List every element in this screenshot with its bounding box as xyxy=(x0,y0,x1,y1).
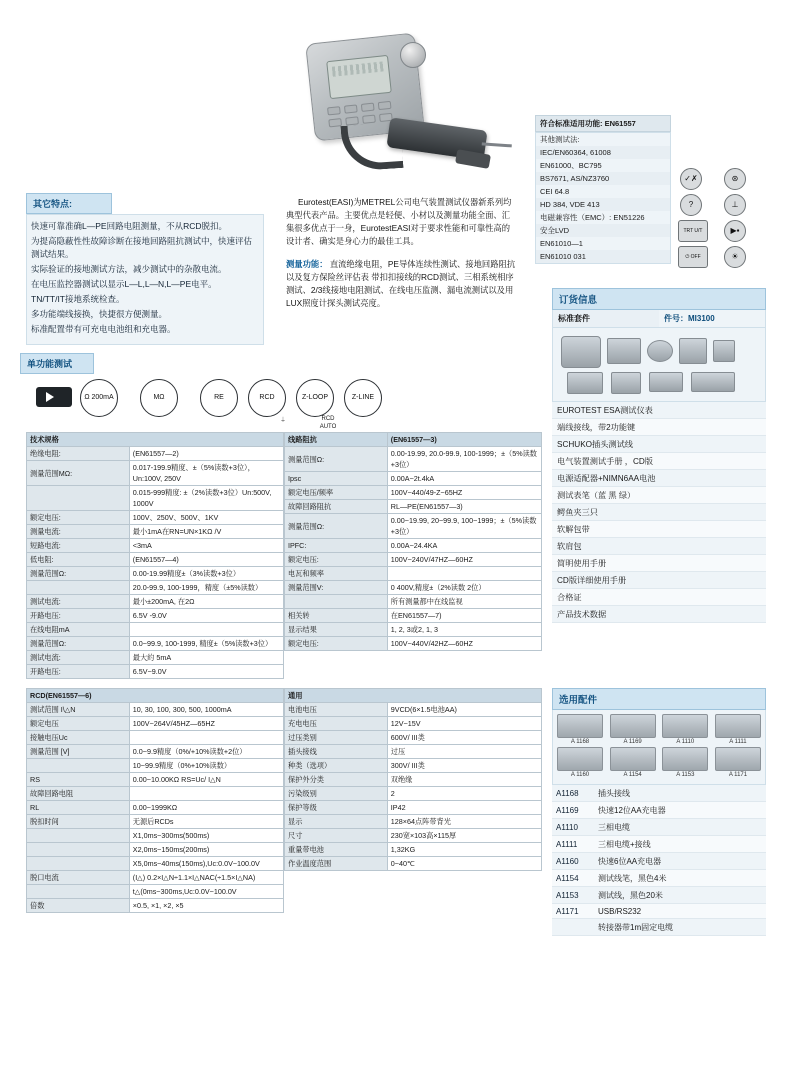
spec-val: (I△) 0.2×I△N÷1.1×I△NAC(÷1.5×I△NA) xyxy=(129,871,283,885)
spec-key xyxy=(27,885,130,899)
accessory-thumb xyxy=(557,714,603,745)
standards-header: 符合标准适用功能: EN61557 xyxy=(535,115,671,132)
standards-row: EN61000、BC795 xyxy=(540,161,602,170)
spec-key: 绝缘电阻: xyxy=(27,447,130,461)
spec-key: 重量带电池 xyxy=(285,843,388,857)
spec-val: 过压 xyxy=(387,745,541,759)
features-box xyxy=(26,193,264,345)
table-row xyxy=(552,887,766,904)
measure-functions xyxy=(286,258,518,310)
spec-val: 0.00A~2t.4kA xyxy=(387,472,541,486)
table-row xyxy=(552,785,766,802)
spec-key xyxy=(27,843,130,857)
spec-key: IPFC: xyxy=(285,539,388,553)
spec-key: 尺寸 xyxy=(285,829,388,843)
spec-key: 测试电流: xyxy=(27,595,130,609)
spec-key xyxy=(27,857,130,871)
table-row xyxy=(552,836,766,853)
spec-val: 最小1mA在RN=UN×1KΩ /V xyxy=(129,525,283,539)
intro-text xyxy=(286,196,518,310)
table-row xyxy=(552,802,766,819)
spec-table-impedance xyxy=(284,432,542,651)
accessory-thumb-code: A 1111 xyxy=(729,739,747,745)
table-row xyxy=(552,904,766,919)
instrument-display xyxy=(326,55,392,99)
measure-functions-label: 测量功能： xyxy=(286,259,328,269)
spec-key: 额定电压 xyxy=(27,717,130,731)
spec-val: X2,0ms~150ms(200ms) xyxy=(129,843,283,857)
spec-val: 100V、250V、500V、1KV xyxy=(129,511,283,525)
accessories-title: 选用配件 xyxy=(552,688,766,710)
single-function-test-strip xyxy=(20,359,400,430)
spec-val: 无源后RCDs xyxy=(129,815,283,829)
spec-title-code: (EN61557—3) xyxy=(387,433,541,447)
spec-val: 6.5V -9.0V xyxy=(129,609,283,623)
spec-title: 技术规格 xyxy=(27,433,284,447)
spec-val: ×0.5, ×1, ×2, ×5 xyxy=(129,899,283,913)
accessory-thumb-code: A 1110 xyxy=(676,739,695,745)
spec-val: 9VCD(6×1.5电池AA) xyxy=(387,703,541,717)
spec-val: 0.00~10.00KΩ RS=Uc/ I△N xyxy=(129,773,283,787)
kit-item: 鳄鱼夹三只 xyxy=(552,504,766,521)
spec-val: 230宽×103高×115厚 xyxy=(387,829,541,843)
spec-key: 保护等级 xyxy=(285,801,388,815)
kit-items-list xyxy=(552,402,766,623)
kit-item: 端线接线，带2功能键 xyxy=(552,419,766,436)
spec-val: 双绝缘 xyxy=(387,773,541,787)
spec-key: 测量范围Ω: xyxy=(27,637,130,651)
spec-key: RL xyxy=(27,801,130,815)
feature-line: 在电压监控器测试以显示L—L,L—N,L—PE电平。 xyxy=(31,279,217,289)
trt-icon: TRT U/T xyxy=(678,220,708,242)
product-photo xyxy=(280,28,520,188)
kit-item: EUROTEST ESA测试仪表 xyxy=(552,402,766,419)
spec-val: 0.00-19.99精度±（3%读数+3位） xyxy=(129,567,283,581)
spec-key: 种类（选项） xyxy=(285,759,388,773)
spec-title: 线路阻抗 xyxy=(285,433,388,447)
standards-row: IEC/EN60364, 61008 xyxy=(536,146,670,159)
spec-key xyxy=(27,486,130,511)
spec-key: 额定电压: xyxy=(285,637,388,651)
spec-table-general xyxy=(284,688,542,871)
spec-key: 测试电流: xyxy=(27,651,130,665)
spec-key: 相关转 xyxy=(285,609,388,623)
rcd-auto-label: RCD AUTO xyxy=(319,416,337,430)
spec-val: X5,0ms~40ms(150ms),Uc:0.0V~100.0V xyxy=(129,857,283,871)
table-row xyxy=(552,853,766,870)
memory-icon: ▶▪ xyxy=(724,220,746,242)
spec-key: 接触电压Uc xyxy=(27,731,130,745)
accessory-name: 快速12位AA充电器 xyxy=(594,802,766,819)
spec-key: 测量范围Ω: xyxy=(285,447,388,472)
spec-val xyxy=(129,623,283,637)
spec-key: 脱口电流 xyxy=(27,871,130,885)
spec-key: 插头接线 xyxy=(285,745,388,759)
accessory-thumb-row xyxy=(557,714,761,745)
spec-val: (EN61557—2) xyxy=(129,447,283,461)
kit-header-row xyxy=(552,310,766,328)
accessory-code: A1168 xyxy=(552,785,594,802)
spec-key: 测量范围 [V] xyxy=(27,745,130,759)
kit-item: 软肩包 xyxy=(552,538,766,555)
spec-val xyxy=(387,567,541,581)
kit-photo xyxy=(552,328,766,402)
spec-val: 10~99.9精度（0%+10%读数） xyxy=(129,759,283,773)
spec-table-rcd xyxy=(26,688,284,913)
accessory-name: 三相电缆 xyxy=(594,819,766,836)
spec-key: 额定电压: xyxy=(285,553,388,567)
spec-key: 电瓦和频率 xyxy=(285,567,388,581)
measure-functions-text: 直流绝缘电阻，PE导体连续性测试、接地回路阻抗以及复方保险丝评估表 带扣扣接线的RCD测试、三相系统相序测试、2/3线接地电阻测试、在线电压监测、漏电流测试以及用LUX照度计探头测试亮度。 xyxy=(286,259,516,308)
spec-val: 0.00~1999KΩ xyxy=(129,801,283,815)
table-row xyxy=(552,819,766,836)
accessory-name: 快速6位AA充电器 xyxy=(594,853,766,870)
kit-item: 电源适配器+NIMN6AA电池 xyxy=(552,470,766,487)
standards-row: EN61010 031 xyxy=(536,250,670,263)
accessory-code: A1169 xyxy=(552,802,594,819)
table-row xyxy=(552,919,766,936)
spec-key: 作业温度范围 xyxy=(285,857,388,871)
accessory-code: A1110 xyxy=(552,819,594,836)
accessory-thumb xyxy=(662,714,708,745)
rcd-icon: ⊛ xyxy=(724,168,746,190)
accessory-code: A1154 xyxy=(552,870,594,887)
features-title: 其它特点: xyxy=(26,193,112,214)
kit-item: 产品技术数据 xyxy=(552,606,766,623)
spec-val: t△(0ms~300ms,Uc:0.0V~100.0V xyxy=(129,885,283,899)
spec-val: 0.0~9.9精度（0%/+10%读数+2位） xyxy=(129,745,283,759)
spec-title: 通用 xyxy=(285,689,542,703)
accessory-thumb xyxy=(715,714,761,745)
accessory-name: 测试线笔，黑色4米 xyxy=(594,870,766,887)
spec-key: 额定电压: xyxy=(27,511,130,525)
features-body xyxy=(26,214,264,345)
standards-row: 安全LVD xyxy=(536,224,670,237)
accessory-thumb xyxy=(715,747,761,778)
kit-item: 软解包带 xyxy=(552,521,766,538)
accessory-thumb-code: A 1168 xyxy=(570,739,590,745)
accessories-table xyxy=(552,785,766,936)
probe-tip xyxy=(455,149,491,169)
accessory-thumb-code: A 1154 xyxy=(623,772,642,778)
accessory-thumb xyxy=(662,747,708,778)
accessories-box xyxy=(552,688,766,936)
spec-val: 128×64点阵带背光 xyxy=(387,815,541,829)
accessory-name: 转接器带1m固定电缆 xyxy=(594,919,766,936)
spec-val: 0.015-999精度: ±（2%读数+3位）Un:500V, 1000V xyxy=(129,486,283,511)
loop-icon: Z-LOOP xyxy=(296,379,334,417)
spec-title: RCD(EN61557—6) xyxy=(27,689,284,703)
no-trip-icon: ✓✗ xyxy=(680,168,702,190)
spec-val: 2 xyxy=(387,787,541,801)
kit-item: 合格证 xyxy=(552,589,766,606)
standards-row: HD 384, VDE 413 xyxy=(536,198,670,211)
standards-list xyxy=(535,132,671,264)
backlight-icon: ☀ xyxy=(724,246,746,268)
feature-line: 快速可靠准确L—PE回路电阻测量，不从RCD脱扣。 xyxy=(31,221,227,231)
ordering-info-box xyxy=(552,288,766,623)
spec-key xyxy=(285,595,388,609)
earth-icon: RE xyxy=(200,379,238,417)
accessory-name: USB/RS232 xyxy=(594,904,766,919)
kit-code: 件号：MI3100 xyxy=(659,310,765,327)
manual-thumb xyxy=(567,372,603,394)
insulation-icon: MΩ xyxy=(140,379,178,417)
spec-key: 测试范围 I\△N xyxy=(27,703,130,717)
standards-row: BS7671, AS/NZ3760 xyxy=(536,172,670,185)
accessory-thumb-code: A 1169 xyxy=(623,739,642,745)
kit-item: 电气装置测试手册 ，CD版 xyxy=(552,453,766,470)
carry-bag-thumb xyxy=(561,336,601,368)
rcd-test-icon: RCD xyxy=(248,379,286,417)
accessory-name: 三相电缆+接线 xyxy=(594,836,766,853)
spec-key: 低电阻: xyxy=(27,553,130,567)
cable-coil-thumb xyxy=(647,340,673,362)
spec-val: 最小±200mA, 在2Ω xyxy=(129,595,283,609)
zener-icon: ⊥ xyxy=(724,194,746,216)
spec-val: 最大約 5mA xyxy=(129,651,283,665)
feature-icon-cluster xyxy=(680,168,760,264)
spec-key: RS xyxy=(27,773,130,787)
spec-val: 100V~264V/45HZ—65HZ xyxy=(129,717,283,731)
spec-key: 测量电流: xyxy=(27,525,130,539)
continuity-icon: Ω 200mA xyxy=(80,379,118,417)
accessory-thumb-code: A 1160 xyxy=(570,772,590,778)
spec-key xyxy=(27,581,130,595)
spec-val: (EN61557—4) xyxy=(129,553,283,567)
spec-val xyxy=(129,731,283,745)
spec-key: 额定电压/频率 xyxy=(285,486,388,500)
spec-val: X1,0ms~300ms(500ms) xyxy=(129,829,283,843)
battery-thumb xyxy=(691,372,735,392)
feature-line: 为提高隐蔽性性故障诊断在接地回路阻抗测试中，快速评估测试结果。 xyxy=(31,236,253,259)
spec-key: 显示 xyxy=(285,815,388,829)
accessory-name: 插头接线 xyxy=(594,785,766,802)
accessory-thumb-code: A 1171 xyxy=(728,772,748,778)
spec-val: 20.0-99.9, 100-1999，精度（±5%读数） xyxy=(129,581,283,595)
accessory-thumb xyxy=(557,747,603,778)
spec-key xyxy=(27,829,130,843)
standards-box xyxy=(535,115,671,264)
spec-val: 在EN61557—7) xyxy=(387,609,541,623)
accessory-thumb xyxy=(610,714,656,745)
rotary-dial-icon xyxy=(400,42,426,68)
spec-val: 0.017-199.9精度、±（5%读数+3位），Un:100V, 250V xyxy=(129,461,283,486)
accessory-code: A1160 xyxy=(552,853,594,870)
cd-thumb xyxy=(649,372,683,392)
help-icon: ? xyxy=(680,194,702,216)
spec-val: 0.00~19.99, 20~99.9, 100~1999；±（5%读数+3位） xyxy=(387,514,541,539)
spec-val: 100V~240V/47HZ—60HZ xyxy=(387,553,541,567)
spec-val: 1,32KG xyxy=(387,843,541,857)
spec-key: 保护外分类 xyxy=(285,773,388,787)
accessory-thumb xyxy=(610,747,656,778)
feature-line: 多功能端线接换，快捷很方便测量。 xyxy=(31,309,168,319)
accessory-code: A1111 xyxy=(552,836,594,853)
charger-thumb xyxy=(713,340,735,362)
spec-key: 测量范围MΩ: xyxy=(27,461,130,486)
kit-item: 简明使用手册 xyxy=(552,555,766,572)
single-function-title: 单功能测试 xyxy=(20,353,94,374)
kit-label: 标准套件 xyxy=(553,310,659,327)
spec-val: 100V~440/49-Z~65HZ xyxy=(387,486,541,500)
spec-table-insulation xyxy=(26,432,284,679)
spec-val: 0.00A~24.4KA xyxy=(387,539,541,553)
spec-key: 故障回路阻抗 xyxy=(285,500,388,514)
spec-val: 1, 2, 3或2, 1, 3 xyxy=(387,623,541,637)
standards-row: 电磁兼容性（EMC）: EN51226 xyxy=(540,213,645,222)
kit-item: SCHUKO插头测试线 xyxy=(552,436,766,453)
spec-val: 0~40℃ xyxy=(387,857,541,871)
spec-key: 测量范围V: xyxy=(285,581,388,595)
instrument-thumb xyxy=(607,338,641,364)
spec-key: Ipsc xyxy=(285,472,388,486)
ground-icon: Z-LINE xyxy=(344,379,382,417)
spec-key: 过压类别 xyxy=(285,731,388,745)
ground-symbol-icon: ⏚ xyxy=(279,418,286,424)
spec-key: 开路电压: xyxy=(27,609,130,623)
spec-key xyxy=(27,759,130,773)
spec-val: 12V~15V xyxy=(387,717,541,731)
accessory-name: 测试线，黑色20米 xyxy=(594,887,766,904)
feature-line: TN/TT/IT接地系统检查。 xyxy=(31,294,125,304)
spec-val: 10, 30, 100, 300, 500, 1000mA xyxy=(129,703,283,717)
spec-val: 0.0~99.9, 100-1999, 精度±（5%读数+3位） xyxy=(129,637,283,651)
probe-set-thumb xyxy=(679,338,707,364)
spec-val: RL—PE(EN61557—3) xyxy=(387,500,541,514)
spec-key: 电池电压 xyxy=(285,703,388,717)
kit-item: 测试表笔（蓝 黑 绿） xyxy=(552,487,766,504)
clip-thumb xyxy=(611,372,641,394)
feature-line: 实际验证的接地测试方法，减少测试中的杂散电流。 xyxy=(31,264,227,274)
spec-key: 脱扣时间 xyxy=(27,815,130,829)
spec-val: IP42 xyxy=(387,801,541,815)
standards-row: CEI 64.8 xyxy=(540,187,570,196)
spec-val: 0.00-19.99, 20.0-99.9, 100-1999；±（5%读数+3位） xyxy=(387,447,541,472)
spec-key: 显示结果 xyxy=(285,623,388,637)
feature-line: 标准配置带有可充电电池组和充电器。 xyxy=(31,324,176,334)
spec-key: 开路电压: xyxy=(27,665,130,679)
ordering-info-title: 订货信息 xyxy=(552,288,766,310)
spec-val: 300V/ III类 xyxy=(387,759,541,773)
accessory-code: A1171 xyxy=(552,904,594,919)
table-row xyxy=(552,870,766,887)
accessory-thumb-code: A 1153 xyxy=(676,772,695,778)
accessory-thumb-row xyxy=(557,747,761,778)
spec-val: <3mA xyxy=(129,539,283,553)
spec-key: 测量范围Ω: xyxy=(285,514,388,539)
spec-key: 在线电阻mA xyxy=(27,623,130,637)
accessories-photos xyxy=(552,710,766,785)
spec-key: 倍数 xyxy=(27,899,130,913)
spec-val: 600V/ III类 xyxy=(387,731,541,745)
power-icon: ⏻ OFF xyxy=(678,246,708,268)
function-select-icon xyxy=(36,387,72,407)
kit-item: CD版详细使用手册 xyxy=(552,572,766,589)
spec-key: 故障回路电阻 xyxy=(27,787,130,801)
intro-lead: Eurotest(EASI)为METREL公司电气装置测试仪器新系列均典型代表产品。主要优点是轻便、小材以及测量功能全面、汇集很多优点于一身，EurotestEASI对于要求性能和可靠性高的设计者、确实是身心力的最佳工具。 xyxy=(286,197,512,246)
accessory-code: A1153 xyxy=(552,887,594,904)
spec-key: 测量范围Ω: xyxy=(27,567,130,581)
spec-val xyxy=(129,787,283,801)
standards-row: 其他测试法: xyxy=(540,135,580,144)
accessory-code xyxy=(552,919,594,936)
spec-key: 充电电压 xyxy=(285,717,388,731)
spec-val: 所有测量都中在线监视 xyxy=(387,595,541,609)
spec-val: 100V~440V/42HZ—60HZ xyxy=(387,637,541,651)
standards-row: EN61010—1 xyxy=(540,239,583,248)
spec-key: 污染级别 xyxy=(285,787,388,801)
spec-val: 6.5V~9.0V xyxy=(129,665,283,679)
spec-val: 0 400V,精度±（2%读数 2位） xyxy=(387,581,541,595)
spec-key: 短路电流: xyxy=(27,539,130,553)
